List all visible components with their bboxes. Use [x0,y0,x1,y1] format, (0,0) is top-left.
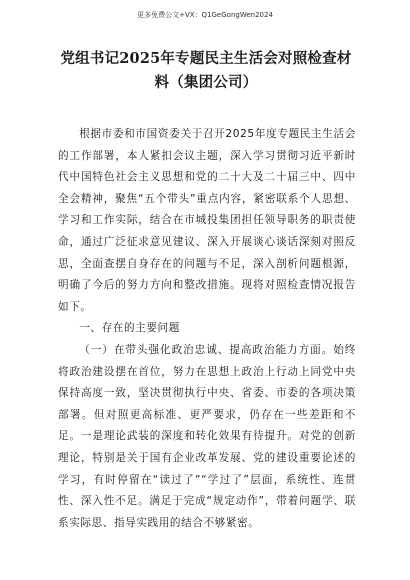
intro-paragraph: 根据市委和市国资委关于召开2025年度专题民主生活会的工作部署，本人紧扣会议主题，深入学习贯彻习近平新时代中国特色社会主义思想和党的二十大及二十届三中、四中全会精神，聚焦“五个带头”重点内容，紧密联系个人思想、学习和工作实际，结合在市城投集团担任领导职务的职责使命，通过广泛征求意见建议、深入开展谈心谈话深刻对照反思，全面查摆自身存在的问题与不足，深入剖析问题根源，明确了今后的努力方向和整改措施。现将对照检查情况报告如下。 [58,128,356,313]
document-body [58,124,356,534]
section-heading: 一、存在的主要问题 [79,322,180,335]
header-note: 更多免费公文+VX：Q1GeGongWen2024 [137,11,273,19]
document-title: 党组书记2025年专题民主生活会对照检查材料（集团公司） [60,50,352,91]
problem-paragraph: （一）在带头强化政治忠诚、提高政治能力方面。始终将政治建设摆在首位，努力在思想上政治上行动上同党中央保持高度一致，坚决贯彻执行中央、省委、市委的各项决策部署。但对照更高标准、更严要求，仍存在一些差距和不足。一是理论武装的深度和转化效果有待提升。对党的创新理论，特别是关于国有企业改革发展、党的建设重要论述的学习，有时停留在“读过了”“学过了”层面，系统性、连贯性、深入性不足。满足于完成“规定动作”，带着问题学、联系实际思、指导实践用的结合不够紧密。 [58,343,356,529]
